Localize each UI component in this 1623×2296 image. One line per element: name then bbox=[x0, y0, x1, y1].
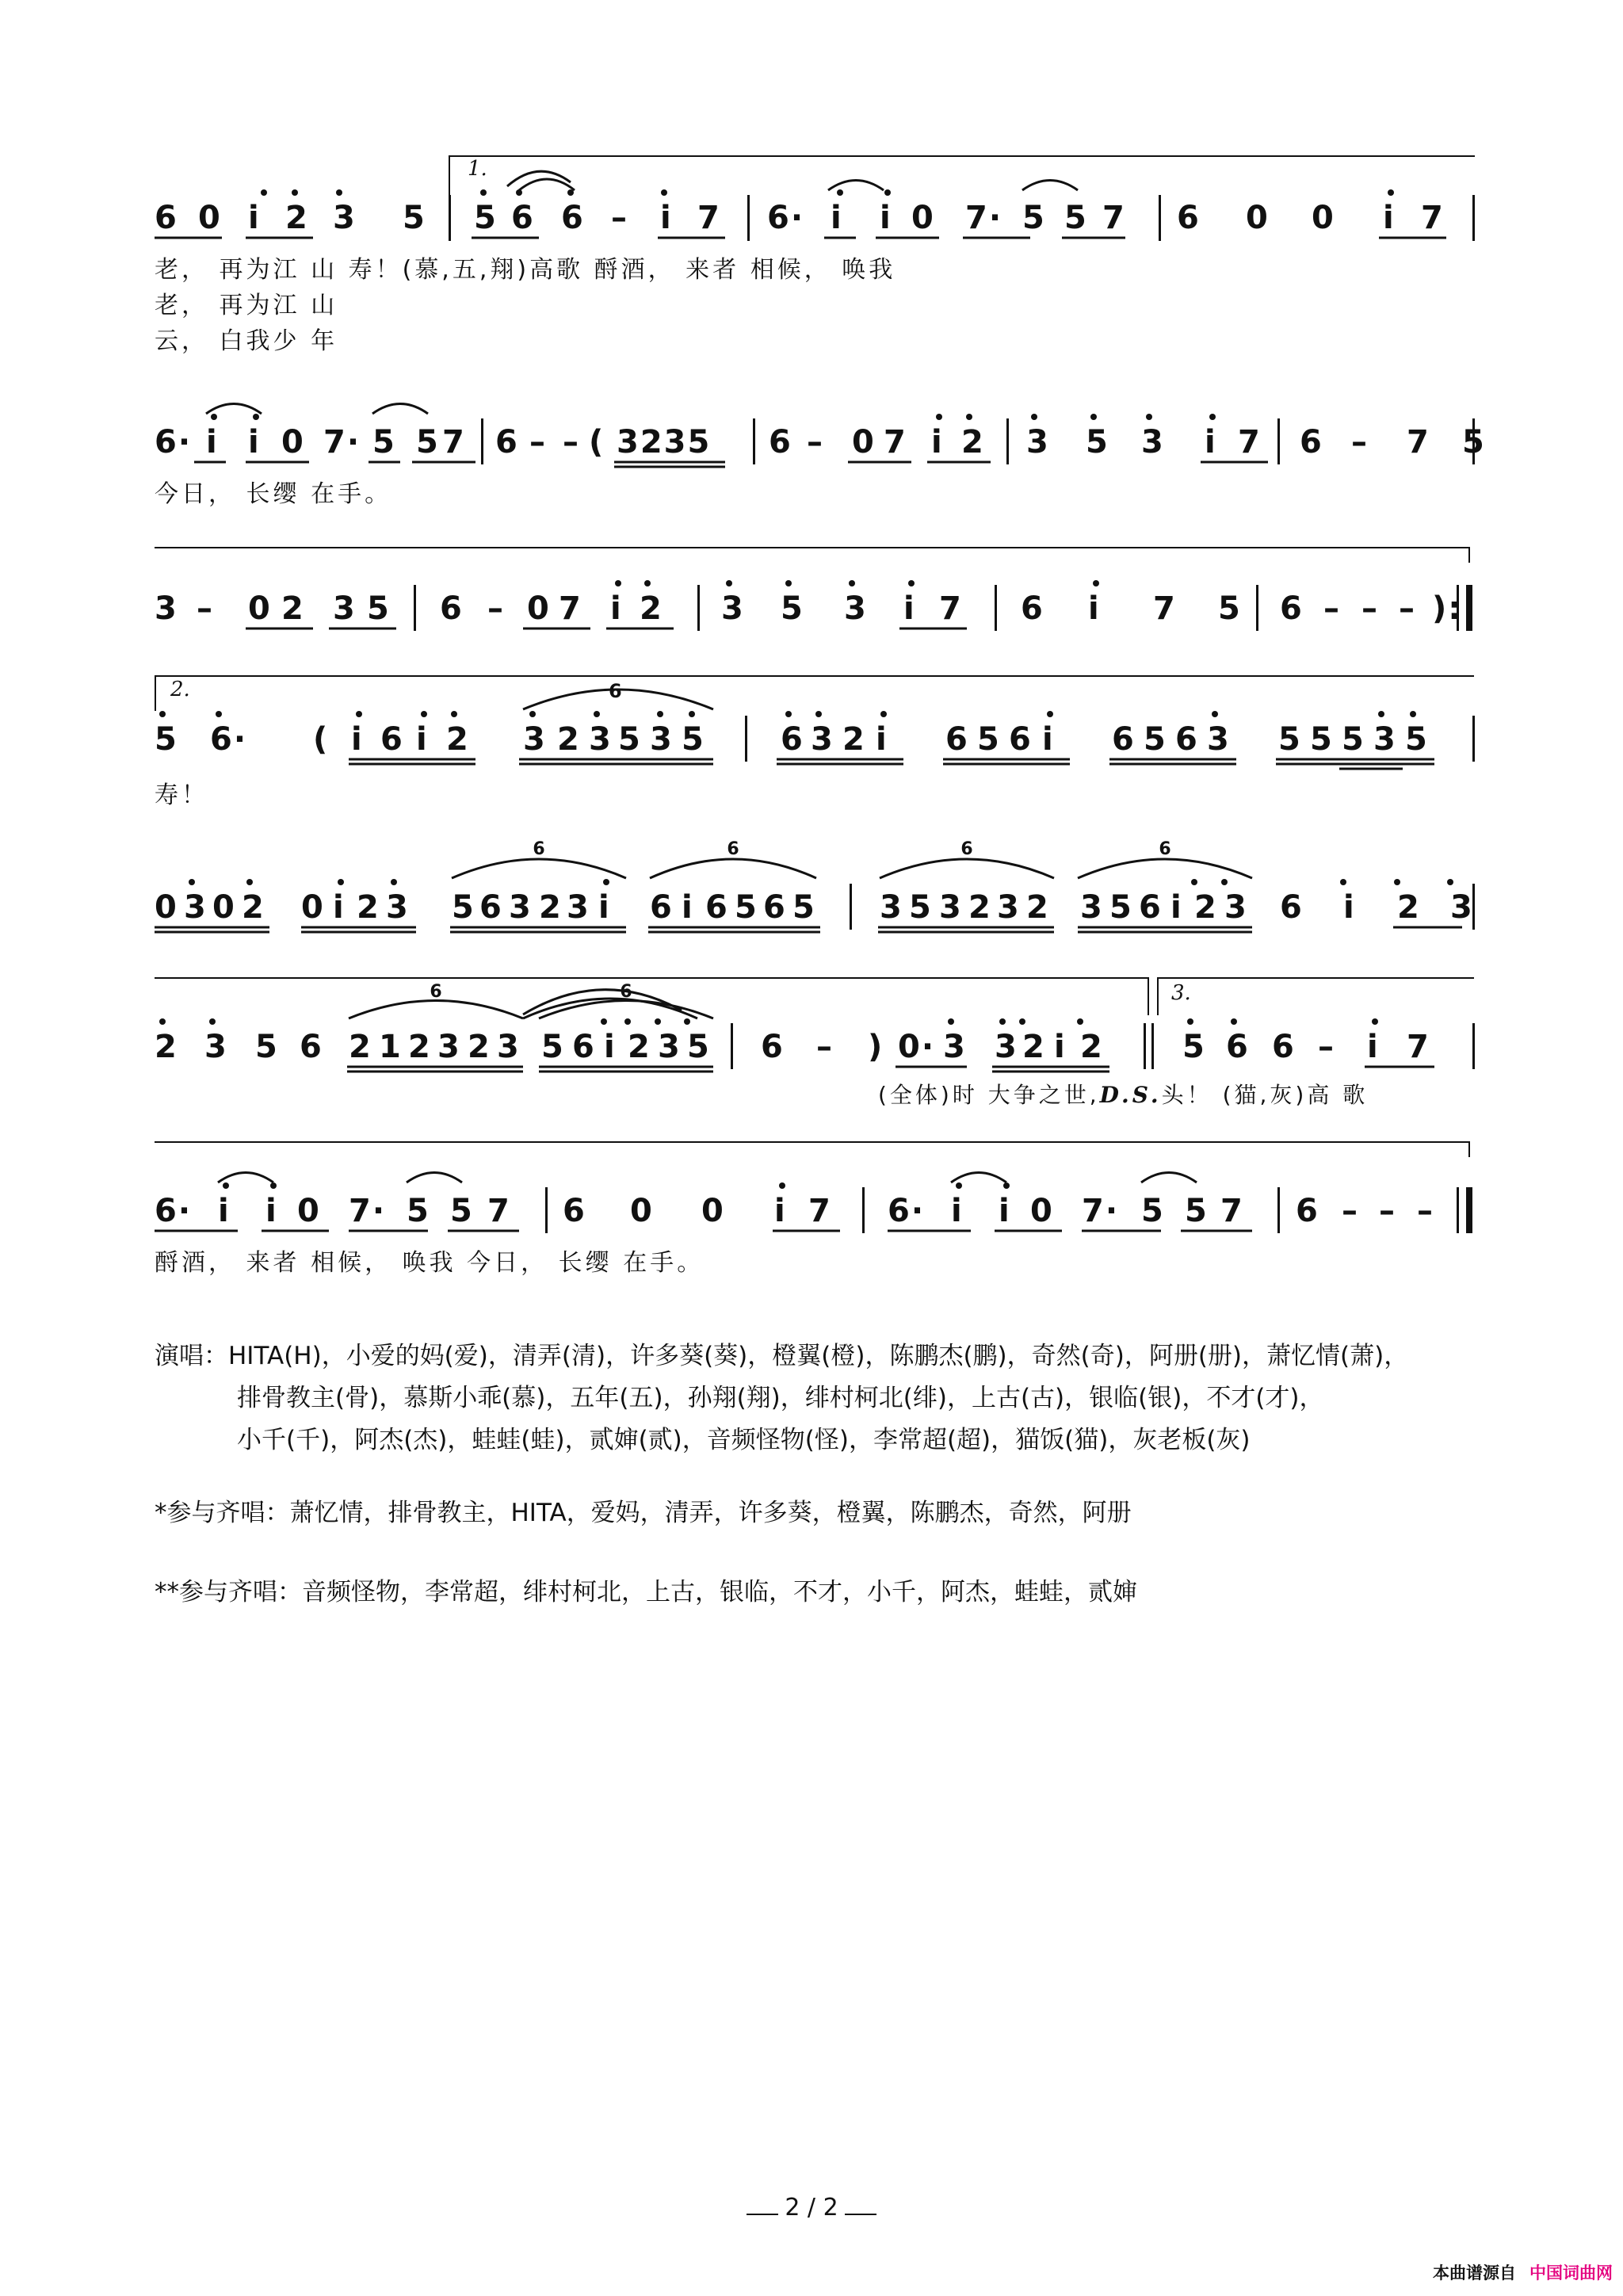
ds-marker: D.S. bbox=[1099, 1082, 1162, 1108]
system-4-lyrics: 寿！ bbox=[155, 781, 208, 809]
svg-text:6: 6 bbox=[533, 839, 545, 859]
performers-line-3: 小千(千)，阿杰(杰)，蛙蛙(蛙)，贰婶(贰)，音频怪物(怪)，李常超(超)，猫饭(猫)，灰老板(灰) bbox=[237, 1426, 1251, 1454]
performers-line-2: 排骨教主(骨)，慕斯小乖(慕)，五年(五)，孙翔(翔)，绯村柯北(绯)，上古(古)，银临(银)，不才(才)， bbox=[237, 1384, 1324, 1412]
chorus-note-2: **参与齐唱：音频怪物，李常超，绯村柯北，上古，银临，不才，小千，阿杰，蛙蛙，贰婶 bbox=[155, 1578, 1137, 1606]
svg-text:6: 6 bbox=[960, 839, 973, 859]
svg-text:6: 6 bbox=[727, 839, 739, 859]
svg-text:6: 6 bbox=[1159, 839, 1171, 859]
volta-3-label: 3. bbox=[1171, 981, 1191, 1005]
tuplet-label: 6 bbox=[609, 680, 622, 702]
system-1-lyrics-2: 老， 再为江 山 bbox=[155, 292, 338, 319]
source-label: 本曲谱源自 bbox=[1433, 2264, 1516, 2283]
system-7-lyrics: 酹酒， 来者 相候， 唤我 今日， 长缨 在手。 bbox=[155, 1249, 705, 1277]
chorus-note-1: *参与齐唱：萧忆情，排骨教主，HITA，爱妈，清弄，许多葵，橙翼，陈鹏杰，奇然，阿册 bbox=[155, 1499, 1132, 1527]
performers-text-1: HITA(H)，小爱的妈(爱)，清弄(清)，许多葵(葵)，橙翼(橙)，陈鹏杰(鹏)，奇然(奇)，阿册(册)，萧忆情(萧)， bbox=[228, 1342, 1409, 1370]
performers-line-1 bbox=[155, 1335, 1408, 1377]
page-number-text: 2 / 2 bbox=[785, 2194, 838, 2222]
volta-1-label: 1. bbox=[468, 157, 487, 181]
volta-2-label: 2. bbox=[170, 678, 190, 701]
credits bbox=[155, 1335, 1408, 1461]
svg-text:6: 6 bbox=[620, 982, 632, 1002]
svg-text:6: 6 bbox=[430, 982, 442, 1002]
system-6-lyrics-a: (全体)时 大争之世, bbox=[878, 1082, 1100, 1108]
system-1-lyrics-1: 老， 再为江 山 寿！(慕,五,翔)高歌 酹酒， 来者 相候， 唤我 bbox=[155, 256, 896, 284]
page-number bbox=[0, 2194, 1623, 2222]
system-2-lyrics: 今日， 长缨 在手。 bbox=[155, 480, 392, 508]
site-link[interactable]: 中国词曲网 bbox=[1529, 2264, 1613, 2283]
system-6-lyrics-b: 头！ (猫,灰)高 歌 bbox=[1161, 1082, 1369, 1108]
performers-label: 演唱： bbox=[155, 1342, 228, 1370]
system-1-lyrics-3: 云， 白我少 年 bbox=[155, 327, 338, 355]
